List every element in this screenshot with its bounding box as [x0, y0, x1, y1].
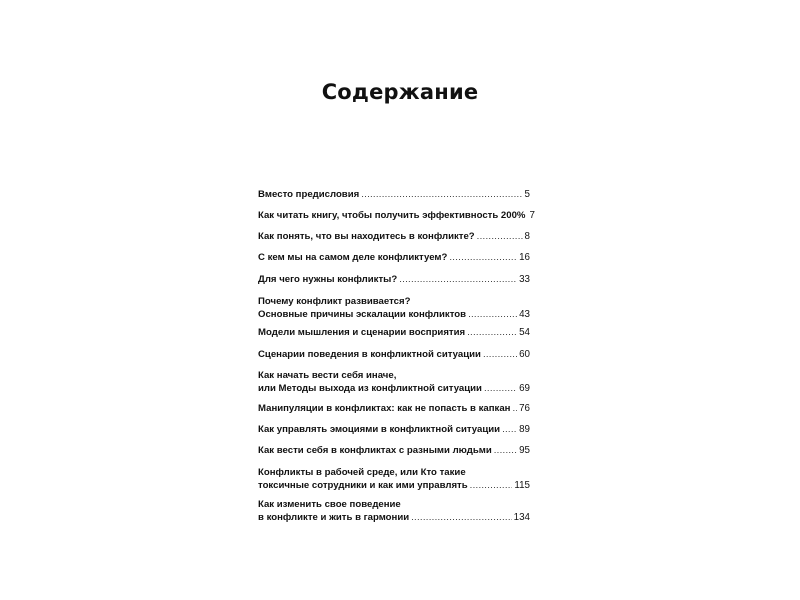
toc-entry-title: Основные причины эскалации конфликтов [258, 309, 467, 320]
toc-entry-line [258, 348, 530, 361]
toc-entry [258, 402, 530, 415]
toc-entry-line [258, 423, 530, 436]
toc-page-number: 76 [519, 403, 530, 414]
toc-dot-leader [411, 511, 512, 524]
toc-entry-line [258, 511, 530, 524]
toc-entry-line [258, 382, 530, 395]
toc-page-number: 54 [519, 327, 530, 338]
toc-entry-line [258, 479, 530, 492]
toc-entry [258, 295, 530, 321]
toc-entry-line [258, 466, 530, 479]
toc-page-number: 8 [524, 231, 530, 242]
toc-entry [258, 466, 530, 492]
toc-entry [258, 348, 530, 361]
toc-dot-leader [483, 348, 517, 361]
toc-dot-leader [399, 273, 517, 286]
toc-entry-title: Как вести себя в конфликтах с разными людьми [258, 445, 492, 456]
toc-entry [258, 273, 530, 286]
toc-entry-title: Конфликты в рабочей среде, или Кто такие [258, 467, 466, 478]
toc-entry [258, 444, 530, 457]
page-title: Содержание [321, 80, 479, 104]
toc-entry-title: Как изменить свое поведение [258, 499, 401, 510]
toc-entry-line [258, 308, 530, 321]
toc-dot-leader [484, 382, 517, 395]
toc-dot-leader [477, 230, 523, 243]
toc-entry [258, 230, 530, 243]
toc-entry-title: Для чего нужны конфликты? [258, 274, 398, 285]
toc-page-number: 7 [529, 210, 535, 221]
toc-entry-line [258, 188, 530, 201]
toc-entry-line [258, 444, 530, 457]
toc-page-number: 33 [519, 274, 530, 285]
toc-page-number: 69 [519, 383, 530, 394]
toc-page-number: 95 [519, 445, 530, 456]
toc-entry-title: Почему конфликт развивается? [258, 296, 411, 307]
toc-page-number: 134 [513, 512, 530, 523]
toc-entry-title: Манипуляции в конфликтах: как не попасть в капкан [258, 403, 511, 414]
toc-entry-line [258, 230, 530, 243]
toc-dot-leader [494, 444, 517, 457]
toc-dot-leader [470, 479, 513, 492]
toc-entry [258, 209, 535, 222]
toc-entry-title: Вместо предисловия [258, 189, 360, 200]
toc-entry-line [258, 402, 530, 415]
toc-entry-title: Как управлять эмоциями в конфликтной ситуации [258, 424, 501, 435]
toc-page-number: 89 [519, 424, 530, 435]
toc-entry [258, 423, 530, 436]
toc-entry [258, 498, 530, 524]
toc-dot-leader [361, 188, 522, 201]
toc-entry [258, 251, 530, 264]
toc-entry-line [258, 273, 530, 286]
toc-page-number: 5 [524, 189, 530, 200]
toc-entry-title: Сценарии поведения в конфликтной ситуации [258, 349, 481, 360]
toc-entry-line [258, 369, 530, 382]
toc-entry-title: в конфликте и жить в гармонии [258, 512, 410, 523]
toc-page-number: 115 [514, 480, 530, 491]
toc-entry-title: Как читать книгу, чтобы получить эффективность 200% [258, 210, 526, 221]
toc-page-number: 16 [519, 252, 530, 263]
toc-dot-leader [468, 308, 517, 321]
toc-entry-title: Модели мышления и сценарии восприятия [258, 327, 466, 338]
toc-entry-line [258, 209, 535, 222]
toc-dot-leader [512, 402, 517, 415]
toc-entry [258, 369, 530, 395]
toc-dot-leader [467, 326, 517, 339]
toc-entry [258, 188, 530, 201]
toc-entry-title: Как начать вести себя иначе, [258, 370, 397, 381]
toc-entry [258, 326, 530, 339]
toc-entry-title: или Методы выхода из конфликтной ситуации [258, 383, 482, 394]
toc-entry-title: токсичные сотрудники и как ими управлять [258, 480, 468, 491]
toc-dot-leader [502, 423, 517, 436]
toc-entry-line [258, 326, 530, 339]
toc-entry-line [258, 295, 530, 308]
toc-dot-leader [449, 251, 517, 264]
toc-entry-line [258, 498, 530, 511]
toc-page-number: 60 [519, 349, 530, 360]
toc-entry-line [258, 251, 530, 264]
toc-entry-title: С кем мы на самом деле конфликтуем? [258, 252, 448, 263]
toc-page-number: 43 [519, 309, 530, 320]
toc-entry-title: Как понять, что вы находитесь в конфликте? [258, 231, 475, 242]
